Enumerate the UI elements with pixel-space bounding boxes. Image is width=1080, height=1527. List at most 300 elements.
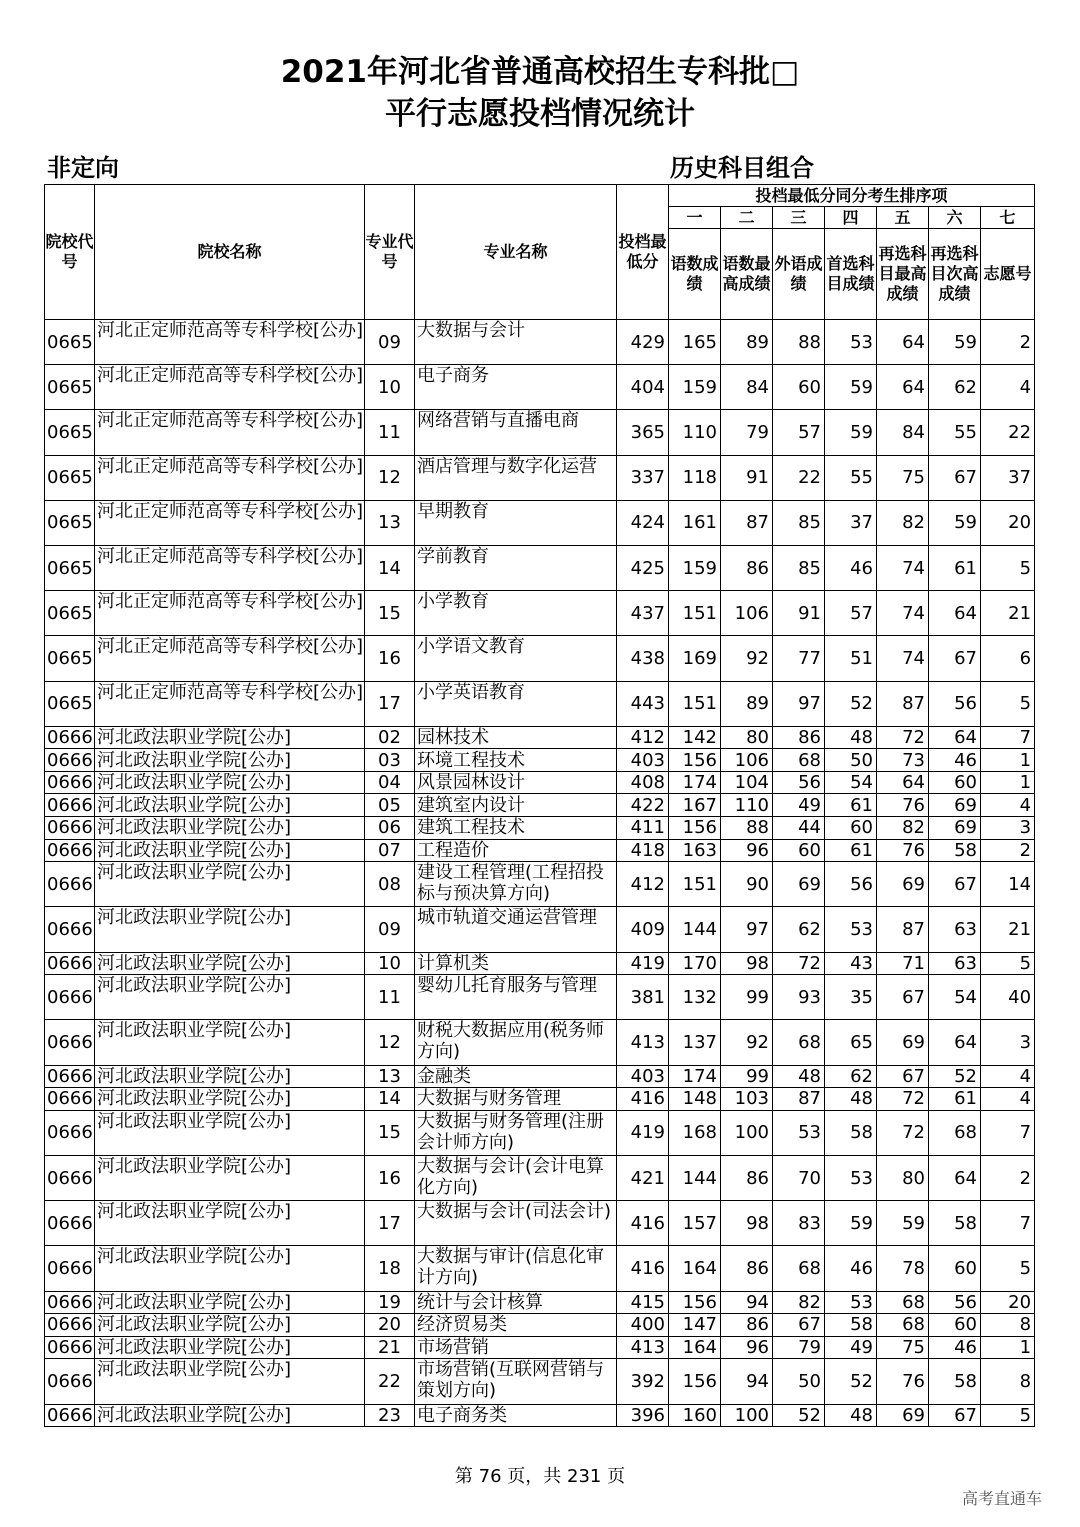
major-name-cell: 建筑工程技术 (415, 817, 617, 840)
second-subject-max-cell: 87 (877, 907, 929, 952)
preference-number-cell: 4 (981, 1088, 1035, 1111)
major-name-cell: 城市轨道交通运营管理 (415, 907, 617, 952)
foreign-language-score-cell: 88 (773, 320, 825, 365)
major-code-cell: 19 (365, 1291, 415, 1314)
preference-number-cell: 1 (981, 771, 1035, 794)
first-subject-score-cell: 61 (825, 839, 877, 862)
preference-number-cell: 40 (981, 975, 1035, 1020)
major-name-cell: 电子商务 (415, 365, 617, 410)
chinese-math-max-cell: 110 (721, 794, 773, 817)
major-code-cell: 21 (365, 1336, 415, 1359)
header-subcol: 首选科目成绩 (825, 229, 877, 320)
chinese-math-max-cell: 88 (721, 817, 773, 840)
chinese-math-max-cell: 92 (721, 636, 773, 681)
second-subject-next-cell: 60 (929, 1314, 981, 1337)
foreign-language-score-cell: 70 (773, 1155, 825, 1200)
header-school-name: 院校名称 (95, 185, 365, 320)
school-code-cell: 0666 (45, 1336, 95, 1359)
school-code-cell: 0665 (45, 455, 95, 500)
second-subject-max-cell: 76 (877, 839, 929, 862)
chinese-math-max-cell: 80 (721, 726, 773, 749)
second-subject-max-cell: 69 (877, 1020, 929, 1065)
min-score-cell: 438 (617, 636, 669, 681)
foreign-language-score-cell: 52 (773, 1404, 825, 1427)
second-subject-next-cell: 59 (929, 500, 981, 545)
min-score-cell: 421 (617, 1155, 669, 1200)
chinese-math-max-cell: 86 (721, 1314, 773, 1337)
chinese-math-score-cell: 160 (669, 1404, 721, 1427)
major-name-cell: 金融类 (415, 1065, 617, 1088)
foreign-language-score-cell: 60 (773, 365, 825, 410)
table-row (45, 1020, 1035, 1065)
school-code-cell: 0666 (45, 771, 95, 794)
min-score-cell: 416 (617, 1246, 669, 1291)
chinese-math-score-cell: 151 (669, 681, 721, 726)
preference-number-cell: 22 (981, 410, 1035, 455)
first-subject-score-cell: 52 (825, 681, 877, 726)
major-code-cell: 05 (365, 794, 415, 817)
table-row (45, 681, 1035, 726)
min-score-cell: 412 (617, 726, 669, 749)
school-code-cell: 0666 (45, 1201, 95, 1246)
major-code-cell: 16 (365, 1155, 415, 1200)
school-code-cell: 0666 (45, 1065, 95, 1088)
header-school-code: 院校代号 (45, 185, 95, 320)
preference-number-cell: 20 (981, 500, 1035, 545)
min-score-cell: 411 (617, 817, 669, 840)
foreign-language-score-cell: 57 (773, 410, 825, 455)
chinese-math-score-cell: 174 (669, 1065, 721, 1088)
page-title-line1: 2021年河北省普通高校招生专科批□ (280, 54, 800, 90)
school-code-cell: 0666 (45, 975, 95, 1020)
preference-number-cell: 7 (981, 1110, 1035, 1155)
second-subject-next-cell: 67 (929, 455, 981, 500)
first-subject-score-cell: 37 (825, 500, 877, 545)
chinese-math-max-cell: 90 (721, 862, 773, 907)
chinese-math-score-cell: 156 (669, 817, 721, 840)
table-row (45, 1314, 1035, 1337)
preference-number-cell: 21 (981, 591, 1035, 636)
school-name-cell: 河北政法职业学院[公办] (95, 771, 365, 794)
second-subject-max-cell: 69 (877, 862, 929, 907)
chinese-math-max-cell: 89 (721, 681, 773, 726)
second-subject-max-cell: 75 (877, 1336, 929, 1359)
major-name-cell: 经济贸易类 (415, 1314, 617, 1337)
first-subject-score-cell: 62 (825, 1065, 877, 1088)
header-order: 二 (721, 207, 773, 229)
second-subject-next-cell: 58 (929, 1201, 981, 1246)
major-name-cell: 建设工程管理(工程招投标与预决算方向) (415, 862, 617, 907)
table-row (45, 410, 1035, 455)
first-subject-score-cell: 48 (825, 1088, 877, 1111)
preference-number-cell: 2 (981, 839, 1035, 862)
school-name-cell: 河北政法职业学院[公办] (95, 1246, 365, 1291)
chinese-math-score-cell: 165 (669, 320, 721, 365)
school-name-cell: 河北正定师范高等专科学校[公办] (95, 636, 365, 681)
major-name-cell: 财税大数据应用(税务师方向) (415, 1020, 617, 1065)
foreign-language-score-cell: 82 (773, 1291, 825, 1314)
major-code-cell: 23 (365, 1404, 415, 1427)
major-name-cell: 大数据与会计(会计电算化方向) (415, 1155, 617, 1200)
school-name-cell: 河北政法职业学院[公办] (95, 839, 365, 862)
school-name-cell: 河北政法职业学院[公办] (95, 1314, 365, 1337)
second-subject-next-cell: 58 (929, 1359, 981, 1404)
second-subject-max-cell: 76 (877, 794, 929, 817)
major-code-cell: 18 (365, 1246, 415, 1291)
chinese-math-max-cell: 99 (721, 1065, 773, 1088)
major-name-cell: 大数据与会计(司法会计) (415, 1201, 617, 1246)
school-name-cell: 河北政法职业学院[公办] (95, 1065, 365, 1088)
school-code-cell: 0665 (45, 320, 95, 365)
major-code-cell: 14 (365, 545, 415, 590)
preference-number-cell: 5 (981, 952, 1035, 975)
table-row (45, 862, 1035, 907)
header-order: 七 (981, 207, 1035, 229)
second-subject-next-cell: 60 (929, 771, 981, 794)
major-code-cell: 16 (365, 636, 415, 681)
preference-number-cell: 2 (981, 320, 1035, 365)
preference-number-cell: 4 (981, 794, 1035, 817)
school-name-cell: 河北政法职业学院[公办] (95, 1336, 365, 1359)
second-subject-max-cell: 59 (877, 1201, 929, 1246)
table-row (45, 1201, 1035, 1246)
min-score-cell: 408 (617, 771, 669, 794)
first-subject-score-cell: 54 (825, 771, 877, 794)
second-subject-max-cell: 87 (877, 681, 929, 726)
first-subject-score-cell: 50 (825, 749, 877, 772)
min-score-cell: 443 (617, 681, 669, 726)
table-row (45, 907, 1035, 952)
min-score-cell: 413 (617, 1336, 669, 1359)
chinese-math-score-cell: 132 (669, 975, 721, 1020)
school-code-cell: 0666 (45, 952, 95, 975)
subtitle-subject-group: 历史科目组合 (670, 154, 814, 182)
subtitle-direction: 非定向 (47, 154, 119, 182)
table-row (45, 771, 1035, 794)
major-name-cell: 学前教育 (415, 545, 617, 590)
chinese-math-score-cell: 167 (669, 794, 721, 817)
second-subject-max-cell: 67 (877, 1065, 929, 1088)
second-subject-max-cell: 67 (877, 975, 929, 1020)
min-score-cell: 416 (617, 1201, 669, 1246)
table-row (45, 952, 1035, 975)
table-body (45, 320, 1035, 1427)
header-order: 一 (669, 207, 721, 229)
second-subject-max-cell: 64 (877, 771, 929, 794)
min-score-cell: 416 (617, 1088, 669, 1111)
header-order: 三 (773, 207, 825, 229)
second-subject-next-cell: 56 (929, 1291, 981, 1314)
foreign-language-score-cell: 56 (773, 771, 825, 794)
min-score-cell: 425 (617, 545, 669, 590)
school-code-cell: 0666 (45, 907, 95, 952)
school-code-cell: 0666 (45, 862, 95, 907)
second-subject-next-cell: 69 (929, 794, 981, 817)
foreign-language-score-cell: 97 (773, 681, 825, 726)
min-score-cell: 396 (617, 1404, 669, 1427)
table-row (45, 1065, 1035, 1088)
chinese-math-score-cell: 147 (669, 1314, 721, 1337)
major-name-cell: 市场营销(互联网营销与策划方向) (415, 1359, 617, 1404)
chinese-math-score-cell: 170 (669, 952, 721, 975)
major-code-cell: 06 (365, 817, 415, 840)
preference-number-cell: 8 (981, 1359, 1035, 1404)
foreign-language-score-cell: 87 (773, 1088, 825, 1111)
header-tie-group: 投档最低分同分考生排序项 (669, 185, 1035, 207)
school-code-cell: 0666 (45, 1246, 95, 1291)
min-score-cell: 381 (617, 975, 669, 1020)
chinese-math-score-cell: 118 (669, 455, 721, 500)
second-subject-max-cell: 69 (877, 1404, 929, 1427)
preference-number-cell: 6 (981, 636, 1035, 681)
major-code-cell: 09 (365, 907, 415, 952)
second-subject-next-cell: 63 (929, 952, 981, 975)
preference-number-cell: 2 (981, 1155, 1035, 1200)
school-name-cell: 河北政法职业学院[公办] (95, 1110, 365, 1155)
foreign-language-score-cell: 48 (773, 1065, 825, 1088)
second-subject-max-cell: 72 (877, 1110, 929, 1155)
second-subject-max-cell: 84 (877, 410, 929, 455)
school-name-cell: 河北政法职业学院[公办] (95, 794, 365, 817)
major-name-cell: 大数据与审计(信息化审计方向) (415, 1246, 617, 1291)
foreign-language-score-cell: 22 (773, 455, 825, 500)
foreign-language-score-cell: 60 (773, 839, 825, 862)
second-subject-max-cell: 64 (877, 365, 929, 410)
school-code-cell: 0666 (45, 1155, 95, 1200)
admission-table (44, 184, 1035, 1427)
second-subject-max-cell: 78 (877, 1246, 929, 1291)
table-row (45, 1291, 1035, 1314)
school-name-cell: 河北政法职业学院[公办] (95, 726, 365, 749)
second-subject-next-cell: 69 (929, 817, 981, 840)
major-name-cell: 市场营销 (415, 1336, 617, 1359)
second-subject-next-cell: 46 (929, 749, 981, 772)
foreign-language-score-cell: 44 (773, 817, 825, 840)
table-row (45, 320, 1035, 365)
preference-number-cell: 5 (981, 1404, 1035, 1427)
foreign-language-score-cell: 72 (773, 952, 825, 975)
school-code-cell: 0666 (45, 1359, 95, 1404)
page-footer: 第 76 页，共 231 页 (454, 1466, 626, 1487)
first-subject-score-cell: 56 (825, 862, 877, 907)
school-code-cell: 0666 (45, 817, 95, 840)
chinese-math-score-cell: 142 (669, 726, 721, 749)
table-row (45, 1088, 1035, 1111)
preference-number-cell: 5 (981, 681, 1035, 726)
table-row (45, 455, 1035, 500)
min-score-cell: 437 (617, 591, 669, 636)
first-subject-score-cell: 53 (825, 1291, 877, 1314)
school-code-cell: 0665 (45, 500, 95, 545)
school-code-cell: 0665 (45, 636, 95, 681)
min-score-cell: 424 (617, 500, 669, 545)
min-score-cell: 409 (617, 907, 669, 952)
table-row (45, 500, 1035, 545)
major-code-cell: 15 (365, 1110, 415, 1155)
min-score-cell: 400 (617, 1314, 669, 1337)
school-code-cell: 0665 (45, 681, 95, 726)
chinese-math-score-cell: 163 (669, 839, 721, 862)
first-subject-score-cell: 51 (825, 636, 877, 681)
preference-number-cell: 8 (981, 1314, 1035, 1337)
header-subcol: 语数成绩 (669, 229, 721, 320)
major-code-cell: 22 (365, 1359, 415, 1404)
second-subject-max-cell: 74 (877, 636, 929, 681)
second-subject-next-cell: 55 (929, 410, 981, 455)
school-name-cell: 河北正定师范高等专科学校[公办] (95, 545, 365, 590)
preference-number-cell: 3 (981, 817, 1035, 840)
first-subject-score-cell: 58 (825, 1110, 877, 1155)
second-subject-next-cell: 67 (929, 862, 981, 907)
chinese-math-max-cell: 96 (721, 1336, 773, 1359)
first-subject-score-cell: 59 (825, 410, 877, 455)
school-code-cell: 0665 (45, 545, 95, 590)
chinese-math-max-cell: 84 (721, 365, 773, 410)
major-code-cell: 10 (365, 365, 415, 410)
second-subject-max-cell: 76 (877, 1359, 929, 1404)
school-name-cell: 河北政法职业学院[公办] (95, 952, 365, 975)
major-code-cell: 12 (365, 1020, 415, 1065)
school-name-cell: 河北政法职业学院[公办] (95, 1404, 365, 1427)
foreign-language-score-cell: 86 (773, 726, 825, 749)
second-subject-next-cell: 64 (929, 726, 981, 749)
chinese-math-max-cell: 91 (721, 455, 773, 500)
chinese-math-max-cell: 94 (721, 1291, 773, 1314)
min-score-cell: 412 (617, 862, 669, 907)
min-score-cell: 403 (617, 1065, 669, 1088)
header-order: 五 (877, 207, 929, 229)
min-score-cell: 365 (617, 410, 669, 455)
chinese-math-max-cell: 79 (721, 410, 773, 455)
school-code-cell: 0666 (45, 1404, 95, 1427)
school-name-cell: 河北政法职业学院[公办] (95, 1088, 365, 1111)
chinese-math-max-cell: 98 (721, 1201, 773, 1246)
school-code-cell: 0665 (45, 365, 95, 410)
chinese-math-max-cell: 97 (721, 907, 773, 952)
major-name-cell: 工程造价 (415, 839, 617, 862)
foreign-language-score-cell: 77 (773, 636, 825, 681)
preference-number-cell: 20 (981, 1291, 1035, 1314)
min-score-cell: 419 (617, 1110, 669, 1155)
min-score-cell: 422 (617, 794, 669, 817)
chinese-math-score-cell: 164 (669, 1246, 721, 1291)
first-subject-score-cell: 46 (825, 545, 877, 590)
header-major-code: 专业代号 (365, 185, 415, 320)
chinese-math-max-cell: 100 (721, 1110, 773, 1155)
chinese-math-score-cell: 174 (669, 771, 721, 794)
preference-number-cell: 21 (981, 907, 1035, 952)
chinese-math-score-cell: 156 (669, 749, 721, 772)
major-code-cell: 03 (365, 749, 415, 772)
school-code-cell: 0666 (45, 794, 95, 817)
chinese-math-max-cell: 96 (721, 839, 773, 862)
second-subject-next-cell: 67 (929, 636, 981, 681)
chinese-math-score-cell: 137 (669, 1020, 721, 1065)
min-score-cell: 413 (617, 1020, 669, 1065)
first-subject-score-cell: 48 (825, 726, 877, 749)
chinese-math-max-cell: 100 (721, 1404, 773, 1427)
second-subject-max-cell: 64 (877, 320, 929, 365)
preference-number-cell: 14 (981, 862, 1035, 907)
preference-number-cell: 5 (981, 1246, 1035, 1291)
chinese-math-score-cell: 144 (669, 907, 721, 952)
second-subject-max-cell: 72 (877, 726, 929, 749)
major-code-cell: 02 (365, 726, 415, 749)
foreign-language-score-cell: 67 (773, 1314, 825, 1337)
preference-number-cell: 5 (981, 545, 1035, 590)
table-row (45, 1155, 1035, 1200)
preference-number-cell: 37 (981, 455, 1035, 500)
major-name-cell: 电子商务类 (415, 1404, 617, 1427)
school-name-cell: 河北正定师范高等专科学校[公办] (95, 681, 365, 726)
chinese-math-max-cell: 86 (721, 1155, 773, 1200)
major-code-cell: 13 (365, 1065, 415, 1088)
table-row (45, 1359, 1035, 1404)
chinese-math-score-cell: 168 (669, 1110, 721, 1155)
foreign-language-score-cell: 53 (773, 1110, 825, 1155)
school-code-cell: 0666 (45, 1088, 95, 1111)
preference-number-cell: 1 (981, 1336, 1035, 1359)
first-subject-score-cell: 53 (825, 907, 877, 952)
second-subject-max-cell: 75 (877, 455, 929, 500)
major-name-cell: 婴幼儿托育服务与管理 (415, 975, 617, 1020)
school-code-cell: 0666 (45, 1314, 95, 1337)
first-subject-score-cell: 53 (825, 1155, 877, 1200)
table-row (45, 975, 1035, 1020)
second-subject-max-cell: 80 (877, 1155, 929, 1200)
foreign-language-score-cell: 93 (773, 975, 825, 1020)
table-row (45, 545, 1035, 590)
first-subject-score-cell: 55 (825, 455, 877, 500)
major-name-cell: 酒店管理与数字化运营 (415, 455, 617, 500)
school-code-cell: 0665 (45, 410, 95, 455)
min-score-cell: 419 (617, 952, 669, 975)
table-row (45, 749, 1035, 772)
major-code-cell: 17 (365, 1201, 415, 1246)
major-code-cell: 08 (365, 862, 415, 907)
chinese-math-score-cell: 161 (669, 500, 721, 545)
header-major-name: 专业名称 (415, 185, 617, 320)
min-score-cell: 418 (617, 839, 669, 862)
second-subject-next-cell: 61 (929, 545, 981, 590)
chinese-math-score-cell: 169 (669, 636, 721, 681)
preference-number-cell: 3 (981, 1020, 1035, 1065)
school-name-cell: 河北政法职业学院[公办] (95, 817, 365, 840)
first-subject-score-cell: 65 (825, 1020, 877, 1065)
first-subject-score-cell: 43 (825, 952, 877, 975)
foreign-language-score-cell: 49 (773, 794, 825, 817)
major-code-cell: 14 (365, 1088, 415, 1111)
table-row (45, 1246, 1035, 1291)
table-row (45, 591, 1035, 636)
foreign-language-score-cell: 79 (773, 1336, 825, 1359)
second-subject-next-cell: 68 (929, 1110, 981, 1155)
major-code-cell: 11 (365, 410, 415, 455)
min-score-cell: 392 (617, 1359, 669, 1404)
second-subject-next-cell: 63 (929, 907, 981, 952)
major-code-cell: 10 (365, 952, 415, 975)
school-name-cell: 河北政法职业学院[公办] (95, 1291, 365, 1314)
major-code-cell: 04 (365, 771, 415, 794)
major-name-cell: 小学英语教育 (415, 681, 617, 726)
chinese-math-score-cell: 159 (669, 365, 721, 410)
school-name-cell: 河北政法职业学院[公办] (95, 1359, 365, 1404)
chinese-math-score-cell: 164 (669, 1336, 721, 1359)
second-subject-next-cell: 56 (929, 681, 981, 726)
first-subject-score-cell: 49 (825, 1336, 877, 1359)
major-name-cell: 小学教育 (415, 591, 617, 636)
second-subject-next-cell: 54 (929, 975, 981, 1020)
